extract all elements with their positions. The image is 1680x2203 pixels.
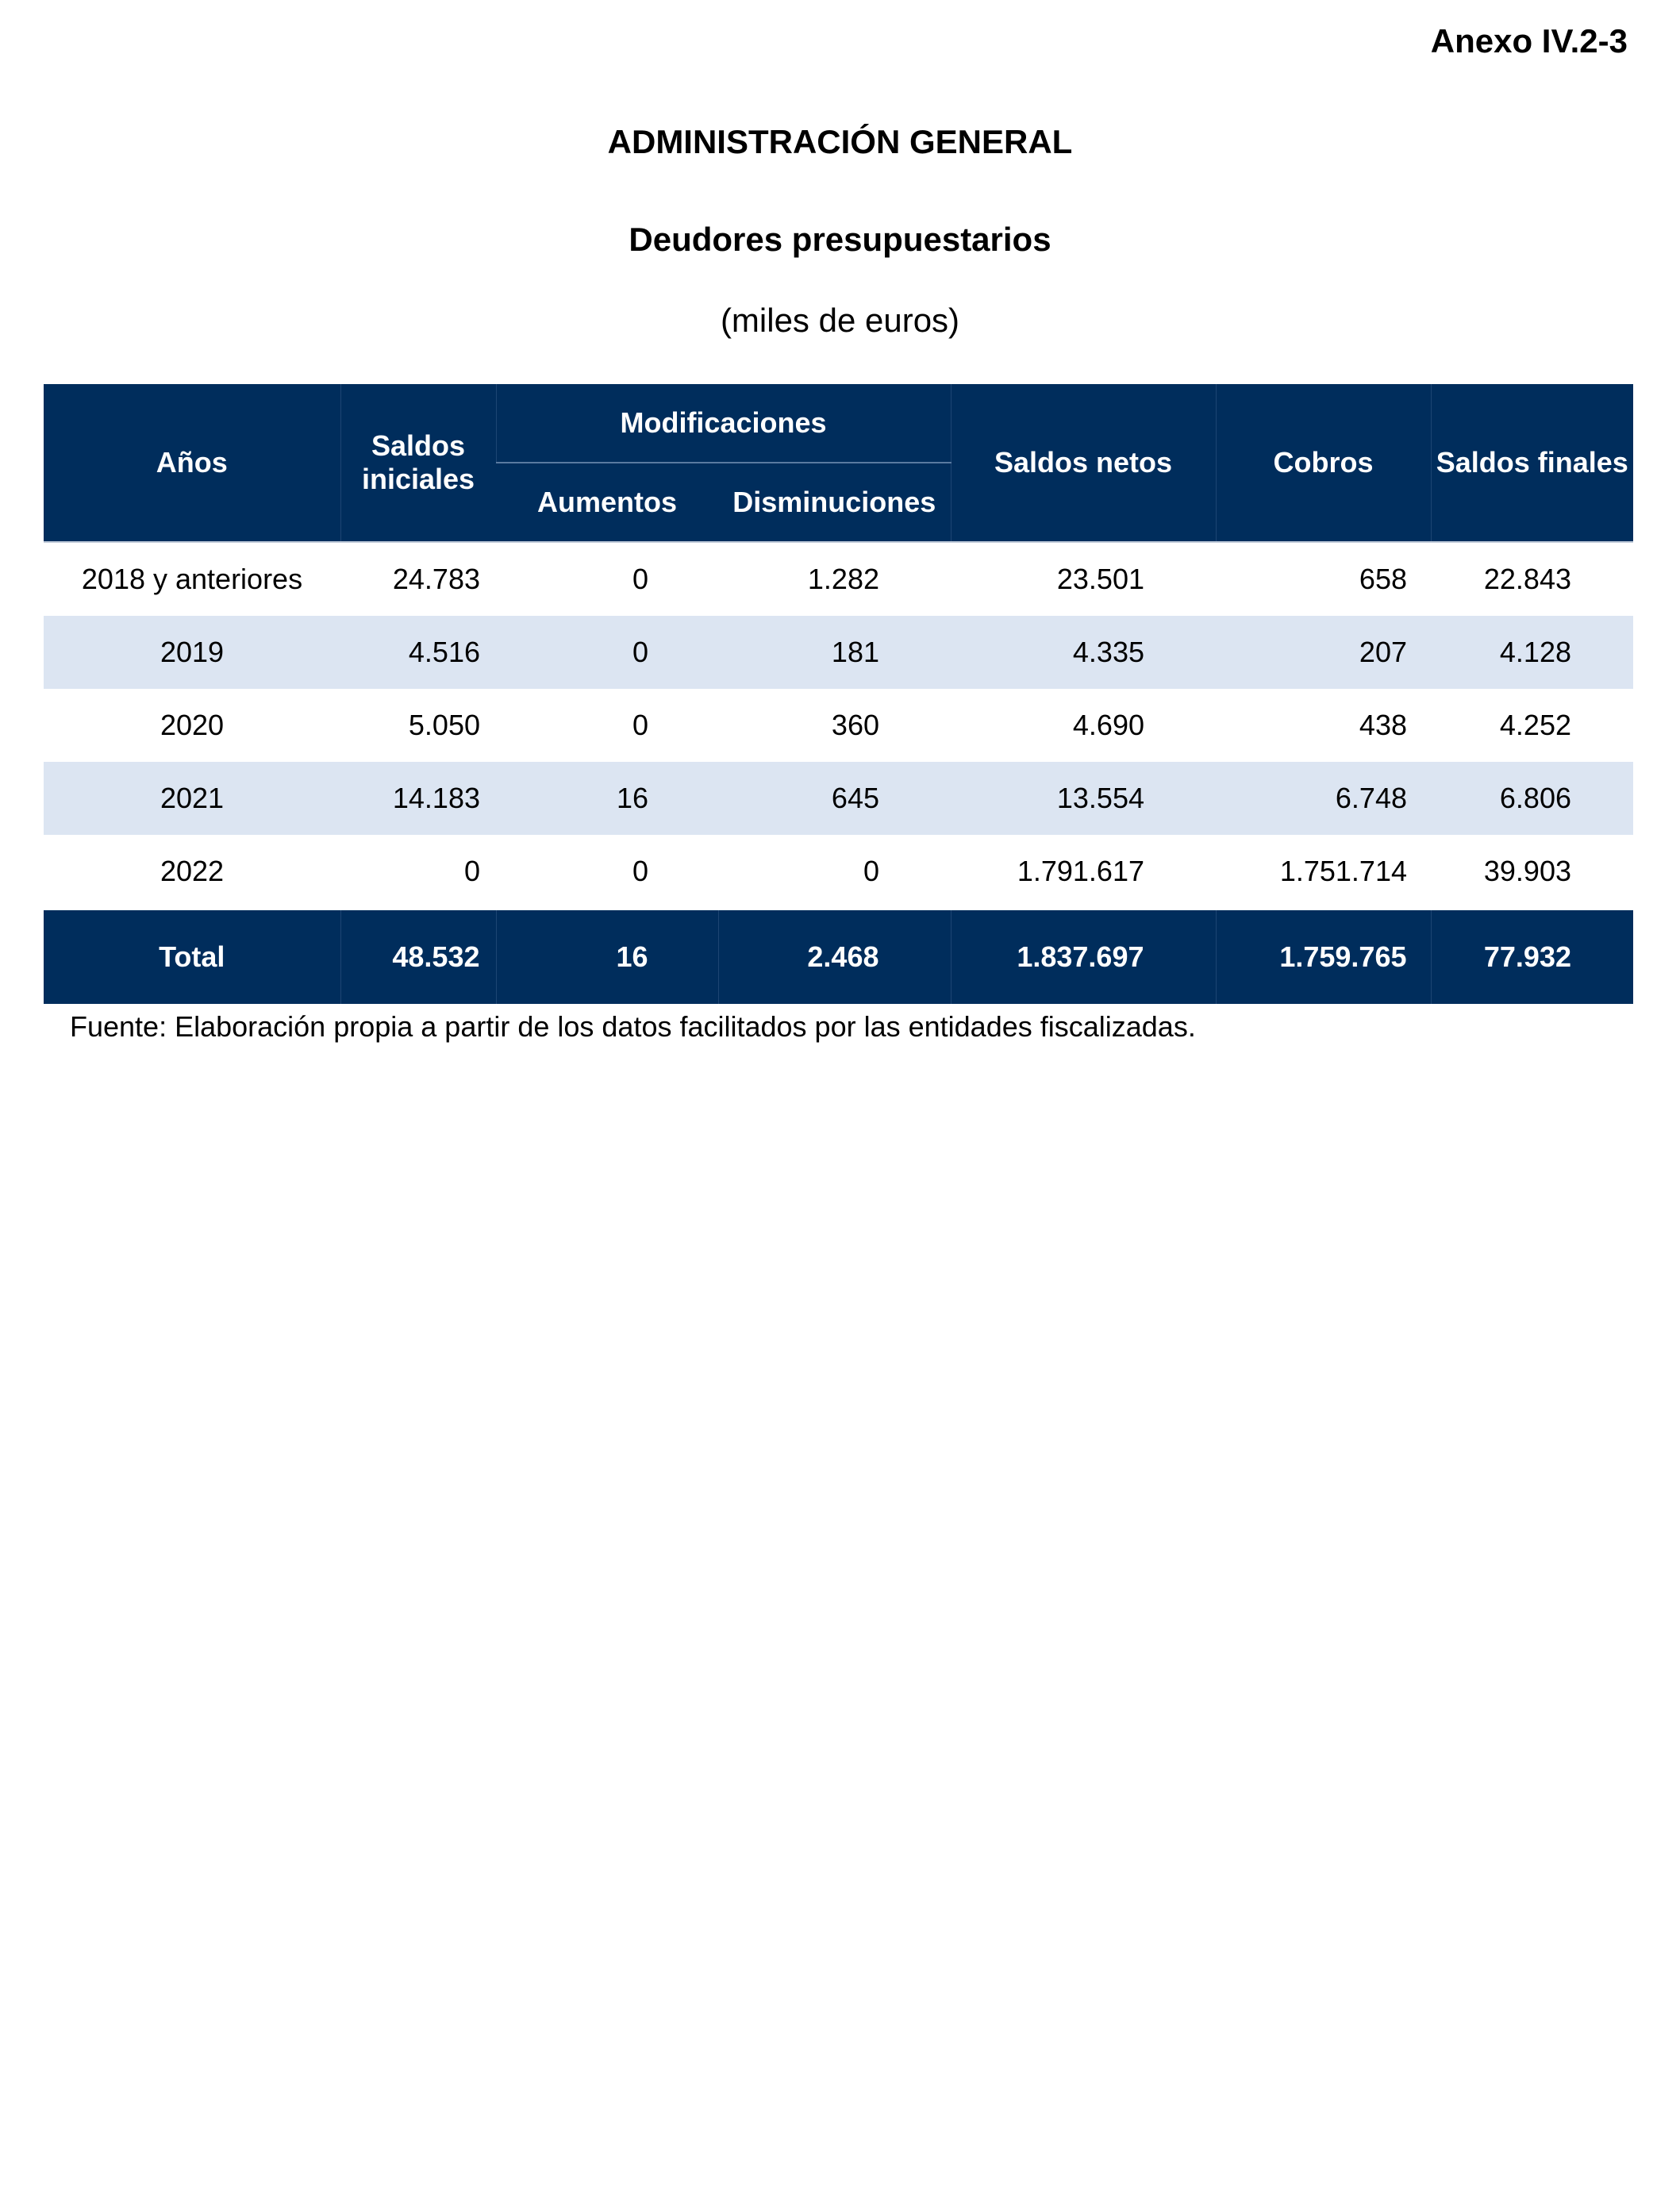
table-row [44,835,1633,909]
cell-increases: 16 [496,762,718,835]
header-decreases: Disminuciones [718,463,951,542]
table-row [44,689,1633,762]
cell-final: 4.128 [1431,616,1633,689]
debtors-table [44,384,1633,1004]
cell-final: 6.806 [1431,762,1633,835]
cell-net: 13.554 [951,762,1216,835]
cell-initial: 14.183 [340,762,496,835]
total-collections: 1.759.765 [1216,909,1431,1005]
cell-final: 39.903 [1483,855,1571,887]
cell-year: 2020 [160,709,225,741]
header-initial: Saldos iniciales [340,384,496,542]
source-note: Fuente: Elaboración propia a partir de los datos facilitados por las entidades fiscalizadas. [70,1010,1196,1043]
cell-decreases: 181 [718,616,951,689]
cell-collections: 6.748 [1216,762,1431,835]
cell-collections: 1.751.714 [1279,855,1407,887]
total-final: 77.932 [1431,909,1633,1005]
header-net: Saldos netos [951,384,1216,542]
cell-net: 4.335 [951,616,1216,689]
cell-year: 2018 y anteriores [44,542,340,616]
cell-initial: 24.783 [340,542,496,616]
cell-initial: 0 [463,855,480,887]
cell-initial: 4.516 [340,616,496,689]
cell-final: 22.843 [1431,542,1633,616]
table-total [44,909,1633,1005]
cell-year: 2022 [160,855,225,887]
header-increases: Aumentos [496,463,718,542]
cell-collections: 207 [1216,616,1431,689]
cell-net: 4.690 [1072,709,1144,741]
table-row [44,762,1633,835]
cell-increases: 0 [496,616,718,689]
table-row [44,616,1633,689]
header-years: Años [44,384,340,542]
units-label: (miles de euros) [720,302,960,339]
table-body [44,542,1633,909]
organization-title: ADMINISTRACIÓN GENERAL [607,123,1073,160]
cell-increases: 0 [496,542,718,616]
header-collections: Cobros [1216,384,1431,542]
cell-final: 4.252 [1499,709,1571,741]
header-final: Saldos finales [1431,384,1633,542]
cell-decreases: 1.282 [718,542,951,616]
cell-initial: 5.050 [408,709,480,741]
cell-net: 1.791.617 [1017,855,1144,887]
annex-label: Anexo IV.2-3 [1430,22,1628,60]
cell-decreases: 360 [831,709,879,741]
total-label: Total [44,909,340,1005]
cell-increases: 0 [632,709,648,741]
total-initial: 48.532 [340,909,496,1005]
report-title: Deudores presupuestarios [629,221,1051,258]
cell-year: 2019 [44,616,340,689]
cell-decreases: 0 [863,855,879,887]
cell-collections: 658 [1216,542,1431,616]
table-row [44,542,1633,616]
total-row [44,909,1633,1005]
cell-collections: 438 [1359,709,1407,741]
header-modifications: Modificaciones [496,384,951,463]
table-header [44,384,1633,542]
total-increases: 16 [496,909,718,1005]
cell-decreases: 645 [718,762,951,835]
total-decreases: 2.468 [718,909,951,1005]
total-net: 1.837.697 [951,909,1216,1005]
cell-increases: 0 [632,855,648,887]
cell-year: 2021 [44,762,340,835]
cell-net: 23.501 [951,542,1216,616]
